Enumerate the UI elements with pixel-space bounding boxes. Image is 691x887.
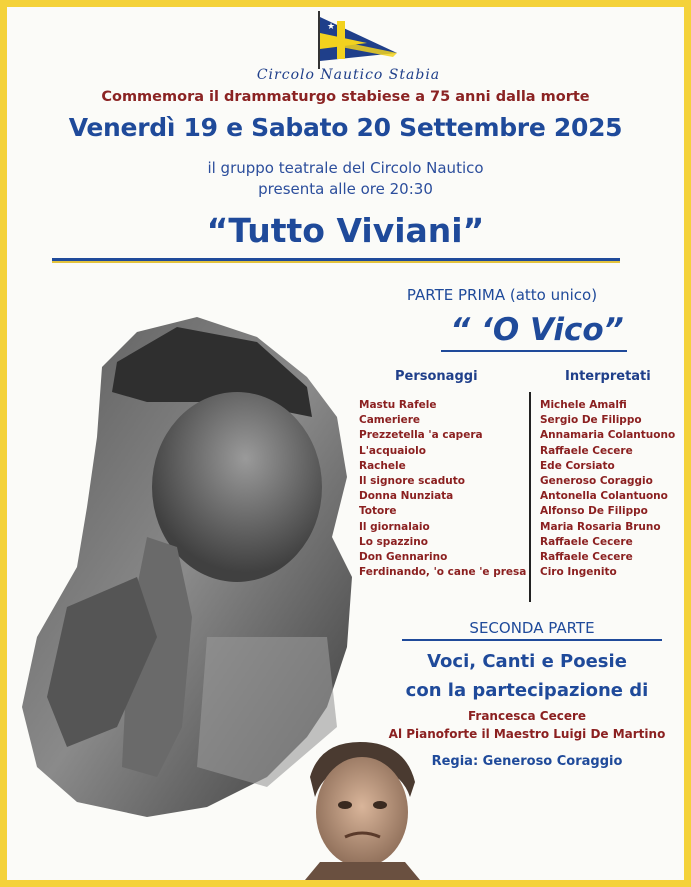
list-item: Raffaele Cecere bbox=[540, 535, 633, 548]
list-item: Il signore scaduto bbox=[359, 475, 465, 488]
interpretati-list bbox=[540, 398, 684, 580]
poster bbox=[7, 7, 684, 880]
title-divider-gold bbox=[52, 261, 620, 263]
o-vico-title: “ ‘O Vico” bbox=[450, 312, 624, 348]
club-logo-text: Circolo Nautico Stabia bbox=[256, 67, 441, 83]
list-item: Cameriere bbox=[359, 414, 421, 427]
list-item: Antonella Colantuono bbox=[540, 490, 668, 503]
list-item: Totore bbox=[359, 505, 397, 518]
list-item: L'acquaiolo bbox=[359, 444, 426, 457]
list-item: Generoso Coraggio bbox=[540, 475, 653, 488]
gruppo-line: il gruppo teatrale del Circolo Nautico bbox=[207, 159, 484, 177]
list-item: Sergio De Filippo bbox=[540, 414, 642, 427]
list-item: Ferdinando, 'o cane 'e presa bbox=[359, 566, 527, 579]
parte-prima-sub: (atto unico) bbox=[509, 286, 598, 304]
pianoforte-line: Al Pianoforte il Maestro Luigi De Martino bbox=[388, 727, 666, 741]
list-item: Lo spazzino bbox=[359, 535, 428, 548]
list-item: Rachele bbox=[359, 459, 406, 472]
francesca-line: Francesca Cecere bbox=[467, 709, 587, 723]
list-item: Raffaele Cecere bbox=[540, 551, 633, 564]
voci-line: Voci, Canti e Poesie bbox=[427, 651, 627, 672]
svg-text:★: ★ bbox=[327, 22, 336, 32]
partecipazione-line: con la partecipazione di bbox=[405, 680, 649, 701]
list-item: Don Gennarino bbox=[359, 551, 448, 564]
regia-line: Regia: Generoso Coraggio bbox=[431, 754, 623, 769]
list-item: Maria Rosaria Bruno bbox=[540, 520, 661, 533]
personaggi-header: Personaggi bbox=[395, 369, 478, 384]
commemora-line: Commemora il drammaturgo stabiese a 75 anni dalla morte bbox=[101, 89, 590, 105]
list-item: Raffaele Cecere bbox=[540, 444, 633, 457]
seconda-divider bbox=[402, 639, 662, 641]
event-date: Venerdì 19 e Sabato 20 Settembre 2025 bbox=[68, 113, 623, 142]
presenta-line: presenta alle ore 20:30 bbox=[258, 180, 433, 198]
parte-prima-title: PARTE PRIMA bbox=[406, 286, 506, 304]
list-item: Prezzetella 'a capera bbox=[359, 429, 483, 442]
list-item: Ciro Ingenito bbox=[540, 566, 617, 579]
show-title: “Tutto Viviani” bbox=[206, 211, 485, 250]
list-item: Annamaria Colantuono bbox=[540, 429, 676, 442]
interpretati-header: Interpretati bbox=[565, 369, 651, 384]
small-portrait-image bbox=[290, 737, 430, 880]
seconda-parte-label: SECONDA PARTE bbox=[469, 619, 595, 637]
list-item: Michele Amalfi bbox=[540, 399, 627, 411]
personaggi-list bbox=[359, 398, 529, 580]
parte-prima-label bbox=[337, 286, 667, 304]
list-item: Donna Nunziata bbox=[359, 490, 454, 503]
cast-divider bbox=[529, 392, 531, 602]
list-item: Il giornalaio bbox=[359, 520, 430, 533]
list-item: Alfonso De Filippo bbox=[540, 505, 648, 518]
list-item: Ede Corsiato bbox=[540, 459, 615, 472]
o-vico-divider bbox=[441, 350, 627, 352]
list-item: Mastu Rafele bbox=[359, 399, 437, 411]
